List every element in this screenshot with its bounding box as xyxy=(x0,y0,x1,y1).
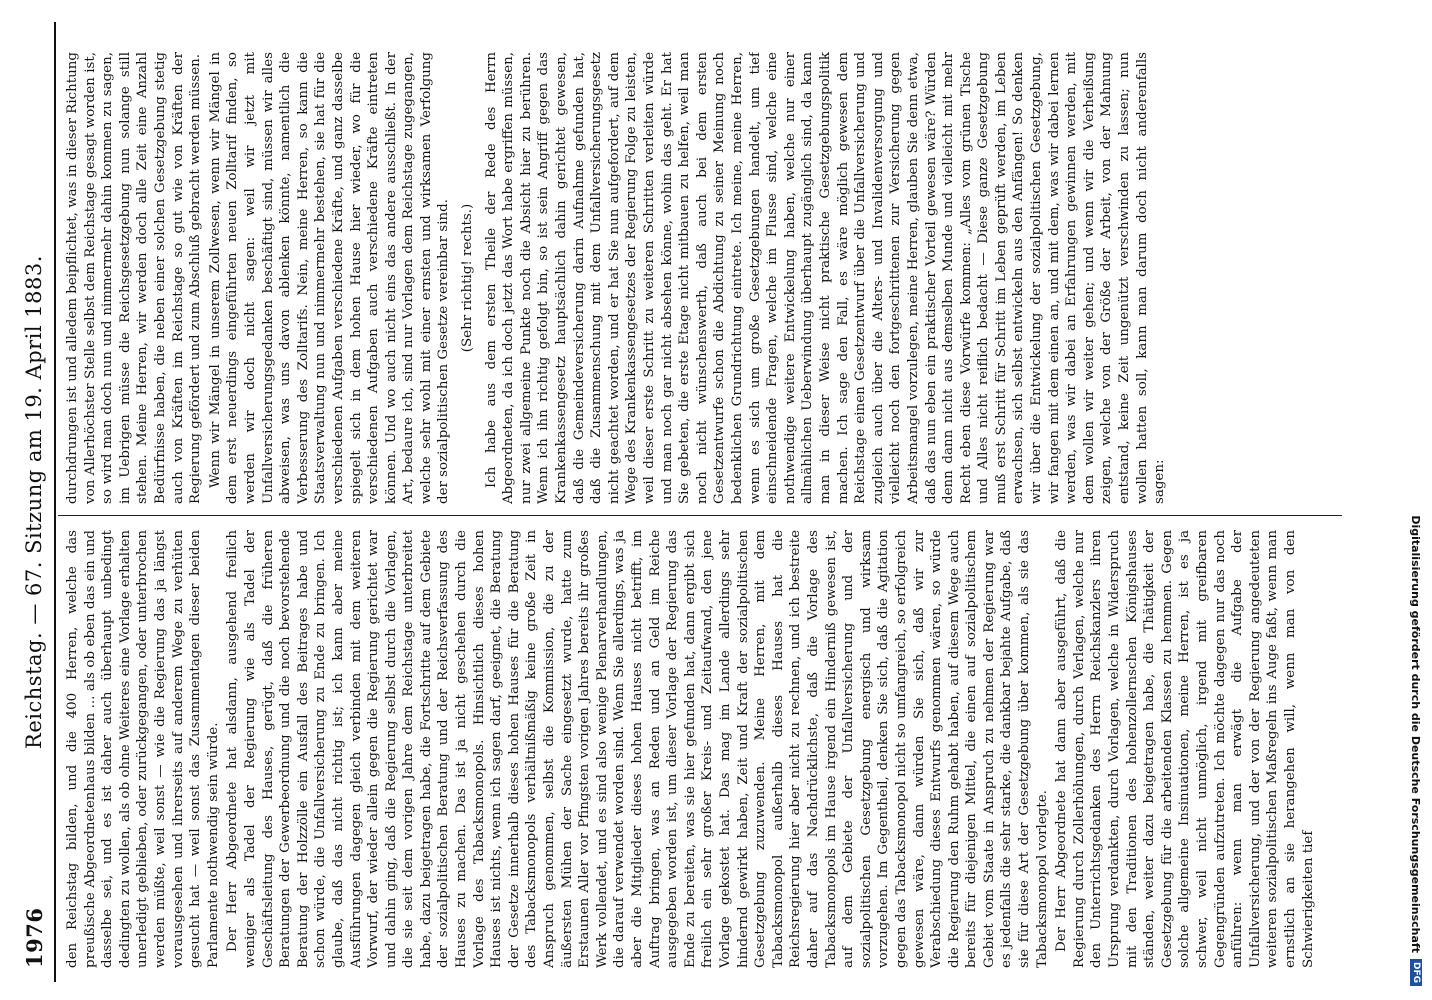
digitization-credit xyxy=(1404,14,1428,986)
text-column-right xyxy=(64,52,1340,504)
column-divider xyxy=(58,515,1342,516)
newspaper-page xyxy=(18,22,1348,982)
credit-text: Digitalisierung gefördert durch die Deutsche Forschungsgemeinschaft xyxy=(1409,515,1423,953)
paragraph: Ich habe aus dem ersten Theile der Rede des Herrn Abgeordneten, da ich doch jetzt das Wort habe ergriffen müssen, nur zwei allgemeine Punkte noch die Absicht hier zu berühren. Wenn ich ihn richtig gefolgt bin, so ist sein Angriff gegen das Krankenkassengesetz hauptsächlich dahin gerichtet gewesen, daß die Gemeindeversicherung darin Aufnahme gefunden hat, daß die Zusammenschung mit dem Unfallversicherungsgesetz nicht geachtet worden, und er hat Sie nun aufgefordert, auf dem Wege des Krankenkassengesetzes der Regierung Folge zu leisten, weil dieser erste Schritt zu weiteren Schritten verleiten würde und man noch gar nicht absehen könne, wohin das geht. Er hat Sie gebeten, die erste Etage nicht mitbauen zu helfen, weil man noch nicht wünschenswerth, daß auch bei dem ersten Gesetzentwurfe schon die Abdichtung zu seiner Meinung noch bedenklichen Grundrichtung eintrete. Ich meine, meine Herren, wenn es sich um große Gesetzgebungen handelt, um tief einschneidende Fragen, welche im Flusse sind, welche eine nothwendige weitere Entwickelung haben, welche nur einer allmählichen Ueberwindung überhaupt zugänglich sind, da kann man in dieser Weise nicht praktische Gesetzgebungspolitik machen. Ich sage den Fall, es wäre möglich gewesen dem Reichstage einen Gesetzentwurf über die Unfallversicherung und zugleich auch über die Alters- und Invalidenversorgung und vielleicht noch den fortgeschrittenen zur Versicherung gegen Arbeitsmangel vorzulegen, meine Herren, glauben Sie denn etwa, daß das nun eben ein praktischer Vorteil gewesen wäre? Würden denn dann nicht aus demselben Munde und vielleicht mit mehr Recht eben diese Vorwürfe kommen: „Alles vom grünen Tische und Alles nicht reiflich bedacht — Diese ganze Gesetzgebung muß erst Schritt für Schritt im Leben geprüft werden, im Leben erwachsen, sich selbst entwickeln aus den Anfängen! So denken wir über die Entwickelung der sozialpolitischen Gesetzgebung, wir fangen mit dem einen an, und mit dem, was wir dabei lernen werden, was wir dabei an Erfahrungen gewinnen werden, mit dem wollen wir weiter gehen; und wenn wir die Verheißung zeigen, welche von der Größe der Arbeit, von der Mahnung entstand, keine Zeit ungenützt verschwinden zu lassen; nun wollen hatten soll, kann man darum doch nicht anderenfalls sagen: xyxy=(483,52,1168,504)
header-rule xyxy=(54,22,56,982)
paragraph: den Reichstag bilden, und die 400 Herren, welche das preußische Abgeordnetenhaus bilden ... als ob eben das ein und dasselbe sei, und es ist daher auch überhaupt unbedingt dedingten zu wollen, als ob ohne Weiteres eine Vorlage erhalten unerledigt geblieben, oder zurückgegangen, oder unterbrochen werden müßte, weil sonst — wie die Regierung das ja längst vorausgesehen und ihrerseits auf anderem Wege zu verhüten gesucht hat — weil sonst das Zusammentagen dieser beiden Parlamente nothwendig sein würde. xyxy=(65,530,221,968)
paragraph: Der Herr Abgeordnete hat alsdann, ausgehend freilich weniger als Tadel der Regierung wie als Tadel der Geschäftsleitung des Hauses, gerügt, daß die früheren Beratungen der Gewerbeordnung und die noch bevorstehende Beratung der Holzzölle ein Ausfall des Beitrages habe und schon würde, die Unfallversicherung zu Ende zu bringen. Ich glaube, daß das nicht richtig ist; ich kann aber meine Ausführungen dagegen gleich verbinden mit dem weiteren Vorwurf, der wieder allein gegen die Regierung gerichtet war und dahin ging, daß die Regierung selbst durch die Vorlagen, die sie seit dem vorigen Jahre dem Reichstage unterbreitet habe, dazu beigetragen habe, die Fortschritte auf dem Gebiete der sozialpolitischen Beratung und der Reichsverfassung des Hauses zu machen. Das ist ja nicht geschehen durch die Vorlage des Tabacksmonopols. Hinsichtlich dieses hohen Hauses ist nichts, wenn ich sagen darf, geeignet, die Beratung der Gesetze innerhalb dieses hohen Hauses für die Beratung des Tabacksmonopols verhältnißmäßig keine große Zeit in Anspruch genommen, selbst die Kommission, die zu der äußersten Mühen der Sache eingesetzt wurde, hatte zum Erstaunen Aller vor Pfingsten vorigen Jahres bereits ihr großes Werk vollendet, und es sind also wenige Plenarverhandlungen, die darauf verwendet worden sind. Wenn Sie allerdings, was ja aber die Mitglieder dieses hohen Hauses nicht betrifft, im Auftrag bringen, was an Reden und an Geld im Reiche ausgegeben worden ist, um dieser Vorlage der Regierung das Ende zu bereiten, was sie hier gefunden hat, dann ergibt sich freilich ein sehr großer Kreis- und Zeitaufwand, den jene Vorlage gekostet hat. Das mag im Lande allerdings sehr hindernd gewirkt haben, Zeit und Kraft der sozialpolitischen Gesetzgebung zuzuwenden. Meine Herren, mit dem Tabacksmonopol außerhalb dieses Hauses hat die Reichsregierung hier aber nicht zu rechnen, und ich bestreite daher auf das Nachdrücklichste, daß die Vorlage des Tabacksmonopols im Hause irgend ein Hinderniß gewesen ist, auf dem Gebiete der Unfallversicherung und der sozialpolitischen Gesetzgebung energisch und wirksam vorzugehen. Im Gegentheil, denken Sie sich, daß die Agitation gegen das Tabacksmonopol nicht so umfangreich, so erfolgreich gewesen wäre, dann würden Sie sich, daß wir zur Verabschiedung dieses Entwurfs genommen wären, so würde die Regierung den Ruhm gehabt haben, auf diesem Wege auch bereits für diejenigen Mittel, die einen auf sozialpolitischem Gebiet vom Staate in Anspruch zu nehmen der Regierung war es jedenfalls die sehr starke, die dankbar bejahte Aufgabe, daß sie für diese Art der Gesetzgebung über kommen, als sie das Tabacksmonopol vorlegte. xyxy=(225,530,1050,968)
session-title: Reichstag. — 67. Sitzung am 19. April 1883. xyxy=(22,255,46,749)
page-number: 1976 xyxy=(22,907,47,968)
paragraph: Der Herr Abgeordnete hat dann aber ausgeführt, daß die Regierung durch Zollerhöhungen, durch Verlagen, welche nur den Unterrichtsgedanken des Herrn Reichskanzlers ihren Ursprung verdankten, durch Vorlagen, welche in Widerspruch mit den Traditionen des hohenzollernschen Königshauses ständen, weiter dazu beigetragen habe, die Thätigkeit der Gesetzgebung für die arbeitenden Klassen zu hemmen. Gegen solche allgemeine Insinuationen, meine Herren, ist es ja schwer, weil nicht unmöglich, irgend mit greifbaren Gegengründen aufzutreten. Ich möchte dagegen nur das noch anführen: wenn man erwägt die Aufgabe der Unfallversicherung, und der von der Regierung angedeuteten weiteren sozialpolitischen Maßregeln ins Auge faßt, wenn man ernstlich an sie herangehen will, wenn man von den Schwierigkeiten tief xyxy=(1054,530,1316,968)
running-head xyxy=(18,22,52,982)
interjection: (Sehr richtig! rechts.) xyxy=(460,203,476,353)
paragraph: Wenn wir Mängel in unserem Zollwesen, wenn wir Mängel in dem erst neuerdings eingeführten neuen Zolltarif finden, so werden wir doch nicht sagen: weil wir jetzt mit Unfallversicherungsgedanken beschäftigt sind, müssen wir alles abweisen, was uns davon ablenken könnte, namentlich die Verbesserung des Zolltarifs. Nein, meine Herren, so kann die Staatsverwaltung nun und nimmermehr bestehen, sie hat für die verschiedenen Aufgaben verschiedene Kräfte, und ganz dasselbe spiegelt sich in dem hohen Hause hier wieder, wo für die verschiedenen Aufgaben auch verschiedene Kräfte eintreten können. Und wo auch nicht eins das andere ausschließt. In der Art, bedaure ich, sind nur Vorlagen dem Reichstage zugegangen, welche sehr wohl mit einer ernsten und wirksamen Verfolgung der sozialpolitischen Gesetze vereinbar sind. xyxy=(207,52,452,504)
paragraph: durchdrungen ist und alledem beipflichtet, was in dieser Richtung von Allerhöchster Stelle selbst dem Reichstage gesagt worden ist, so wird man doch nun und nimmermehr dahin kommen zu sagen, im Uebrigen müsse die Reichsgesetzgebung nun solange still stehen. Meine Herren, wir werden doch alle Zeit eine Anzahl Bedürfnisse haben, die neben einer solchen Gesetzgebung stetig auch von Kräften im Reichstage so gut wie von Kräften der Regierung gefördert und zum Abschluß gebracht werden müssen. xyxy=(65,52,204,504)
dfg-logo: DFG xyxy=(1410,959,1422,986)
text-column-left xyxy=(64,530,1340,968)
